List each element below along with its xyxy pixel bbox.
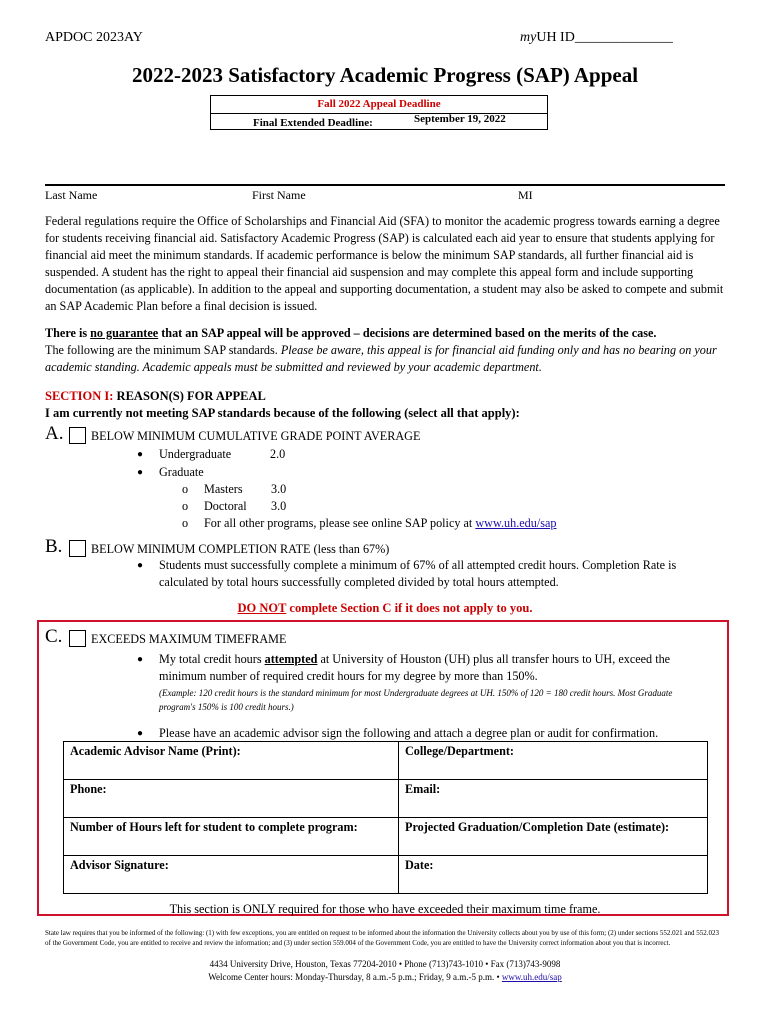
timeframe-item	[137, 651, 704, 685]
grad-label: Graduate	[159, 465, 204, 479]
advisor-signature-field[interactable]: Advisor Signature:	[64, 856, 399, 894]
undergrad-item	[137, 446, 232, 463]
myuh-id-label: UH ID______________	[536, 30, 673, 45]
circle-bullet-icon: o	[182, 499, 189, 513]
mi-label: MI	[518, 188, 533, 202]
legal-notice: State law requires that you be informed of the following: (1) with few exceptions, you are entitled on request to be informed about the information the University collects about you by use of this form; (2) under sections 552.021 and 552.023 of the Government Code, you are entitled to receive and review the information; and (3) under section 559.004 of the Government Code, you are entitled to have the University correct information about you that is incorrect.	[45, 929, 719, 947]
footer-link[interactable]: www.uh.edu/sap	[501, 972, 562, 982]
masters-gpa: 3.0	[271, 482, 287, 496]
guarantee-statement	[45, 325, 725, 342]
projected-graduation-field[interactable]: Projected Graduation/Completion Date (estimate):	[399, 818, 708, 856]
deadline-value: September 19, 2022	[414, 113, 506, 125]
timeframe-pre: My total credit hours	[159, 652, 265, 666]
intro-paragraph: Federal regulations require the Office of Scholarships and Financial Aid (SFA) to monitor the academic progress towards earning a degree for students receiving financial aid. Satisfactory Academic Progress (SAP) is calculated each aid year to ensure that students applying for financial aid meet the minimum standards. If academic performance is below the minimum SAP standards, all further financial aid is suspended. A student has the right to appeal their financial aid suspension and may complete this appeal form and include supporting documentation (as applicable). In addition to the appeal and supporting documentation, a student may also be asked to compete and submit an SAP Academic Plan before a final decision is issued.	[45, 214, 724, 313]
sap-policy-link[interactable]: www.uh.edu/sap	[475, 516, 557, 530]
section-1-title: REASON(S) FOR APPEAL	[113, 389, 266, 403]
undergrad-gpa: 2.0	[270, 447, 286, 461]
option-b-letter: B.	[45, 536, 63, 557]
masters-item	[182, 481, 243, 498]
undergrad-label: Undergraduate	[159, 447, 232, 461]
other-programs-item	[182, 515, 557, 532]
section-1-label: SECTION I:	[45, 389, 114, 403]
table-row	[64, 818, 708, 856]
section-c-warning	[0, 601, 770, 616]
option-a-label: BELOW MINIMUM CUMULATIVE GRADE POINT AVERAGE	[91, 429, 421, 443]
section-1-heading	[45, 388, 520, 422]
guarantee-pre: There is	[45, 326, 91, 340]
date-field[interactable]: Date:	[399, 856, 708, 894]
option-b-label: BELOW MINIMUM COMPLETION RATE (less than 67%)	[91, 542, 390, 556]
bullet-icon: ●	[137, 728, 144, 739]
bullet-icon: ●	[137, 467, 144, 478]
bullet-icon: ●	[137, 449, 144, 460]
completion-rate-item	[137, 557, 704, 591]
myuh-id-prefix: my	[520, 30, 537, 45]
timeframe-post: at University of Houston (UH) plus all transfer hours to UH, exceed the minimum number of required credit hours for my degree by more than 150%.	[159, 652, 671, 683]
bullet-icon: ●	[137, 654, 144, 665]
college-department-field[interactable]: College/Department:	[399, 742, 708, 780]
option-b-checkbox[interactable]	[69, 540, 86, 557]
footer-address: 4434 University Drive, Houston, Texas 77204-2010 • Phone (713)743-1010 • Fax (713)743-9098	[209, 959, 561, 969]
doctoral-label: Doctoral	[204, 499, 247, 513]
name-line[interactable]	[45, 184, 725, 186]
deadline-row	[211, 114, 547, 131]
advisor-instruction-item	[137, 725, 709, 742]
timeframe-emphasis: attempted	[264, 652, 318, 666]
circle-bullet-icon: o	[182, 516, 189, 530]
option-c-label: EXCEEDS MAXIMUM TIMEFRAME	[91, 632, 287, 646]
option-c-letter: C.	[45, 626, 63, 647]
other-programs-text: For all other programs, please see online SAP policy at	[204, 516, 476, 530]
grad-item	[137, 464, 204, 481]
option-a-checkbox[interactable]	[69, 427, 86, 444]
guarantee-post: that an SAP appeal will be approved – decisions are determined based on the merits of the case.	[158, 326, 657, 340]
standards-statement	[45, 342, 725, 376]
warning-emphasis: DO NOT	[237, 601, 287, 615]
advisor-name-field[interactable]: Academic Advisor Name (Print):	[64, 742, 399, 780]
timeframe-example: (Example: 120 credit hours is the standard minimum for most Undergraduate degrees at UH. 150% of 120 = 180 credit hours. Most Graduate program's 150% is 100 credit hours.)	[159, 688, 673, 712]
deadline-label: Final Extended Deadline:	[253, 117, 373, 129]
first-name-label: First Name	[252, 188, 306, 202]
footer-hours: Welcome Center hours: Monday-Thursday, 8 a.m.-5 p.m.; Friday, 9 a.m.-5 p.m. •	[208, 972, 502, 982]
masters-label: Masters	[204, 482, 243, 496]
guarantee-emphasis: no guarantee	[90, 326, 159, 340]
advisor-table	[63, 741, 708, 894]
page-title: 2022-2023 Satisfactory Academic Progress (SAP) Appeal	[131, 63, 639, 87]
doctoral-item	[182, 498, 247, 515]
section-c-note: This section is ONLY required for those who have exceeded their maximum time frame.	[169, 902, 601, 916]
doctoral-gpa: 3.0	[271, 499, 287, 513]
email-field[interactable]: Email:	[399, 780, 708, 818]
completion-rate-text: Students must successfully complete a minimum of 67% of all attempted credit hours. Completion Rate is calculated by total hours successfully completed divided by total hours attempted.	[159, 558, 677, 589]
form-code: APDOC 2023AY	[45, 30, 143, 45]
option-c-checkbox[interactable]	[69, 630, 86, 647]
table-row	[64, 780, 708, 818]
standards-plain: The following are the minimum SAP standards.	[45, 343, 281, 357]
last-name-label: Last Name	[45, 188, 98, 202]
table-row	[64, 856, 708, 894]
footer-contact	[0, 958, 770, 984]
warning-text: complete Section C if it does not apply to you.	[286, 601, 533, 615]
deadline-box	[210, 95, 548, 130]
section-1-instruction: I am currently not meeting SAP standards because of the following (select all that apply):	[45, 406, 520, 420]
myuh-id-field[interactable]	[520, 30, 673, 46]
deadline-heading: Fall 2022 Appeal Deadline	[211, 96, 547, 114]
option-a-letter: A.	[45, 423, 64, 444]
hours-left-field[interactable]: Number of Hours left for student to complete program:	[64, 818, 399, 856]
advisor-instruction-text: Please have an academic advisor sign the following and attach a degree plan or audit for confirmation.	[159, 726, 659, 740]
circle-bullet-icon: o	[182, 482, 189, 496]
table-row	[64, 742, 708, 780]
bullet-icon: ●	[137, 560, 144, 571]
standards-italic: Please be aware, this appeal is for financial aid funding only and has no bearing on your academic standing. Academic appeals must be submitted and reviewed by your academic department.	[45, 343, 717, 374]
phone-field[interactable]: Phone:	[64, 780, 399, 818]
